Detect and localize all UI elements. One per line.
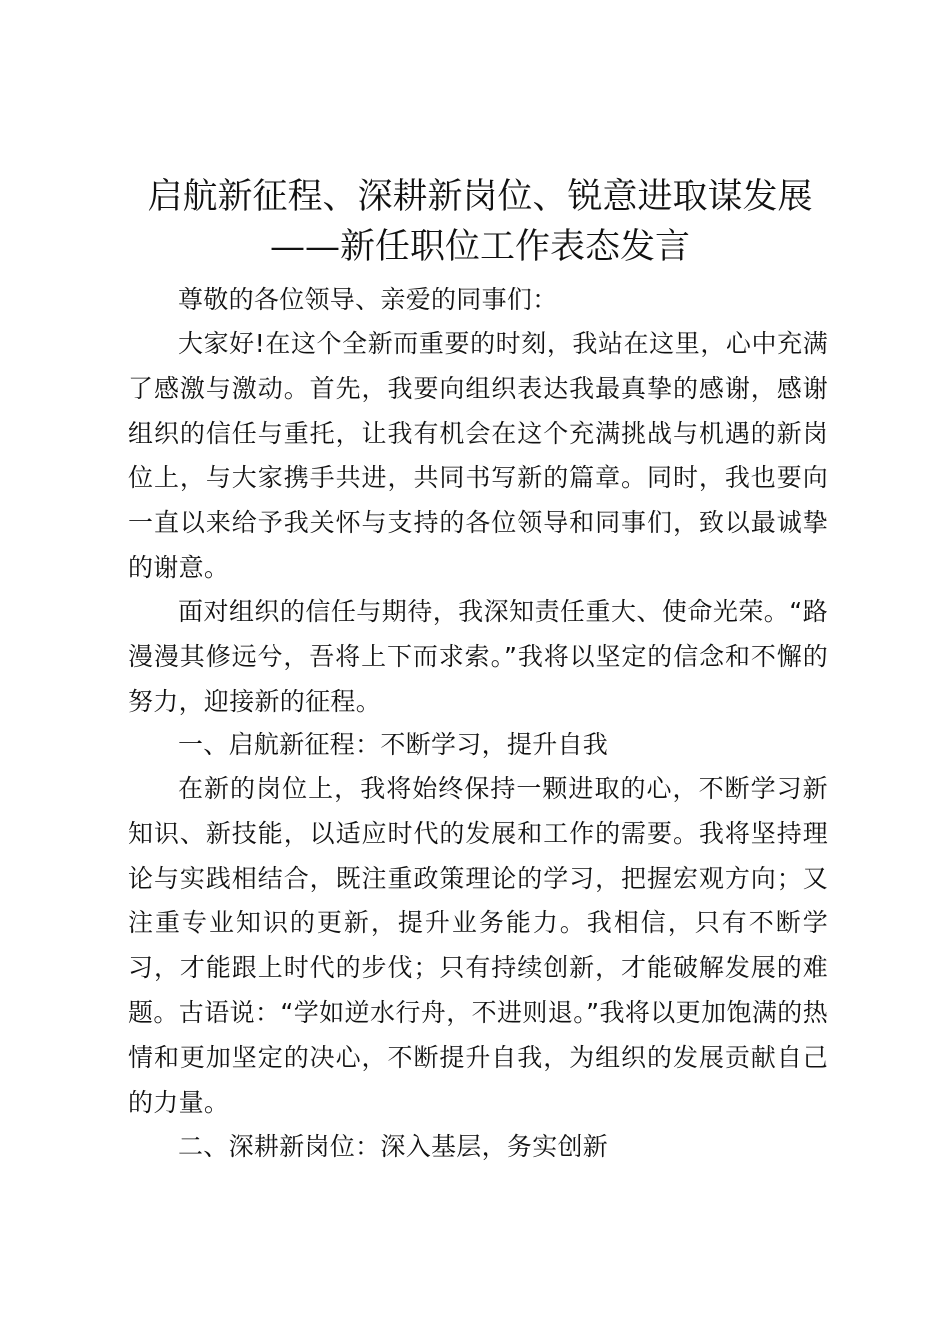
section-heading-1: 一、启航新征程：不断学习，提升自我: [178, 730, 609, 759]
paragraph-section-1: 在新的岗位上，我将始终保持一颗进取的心，不断学习新知识、新技能，以适应时代的发展和工作的需要。我将坚持理论与实践相结合，既注重政策理论的学习，把握宏观方向；又注重专业知识的更新，提升业务能力。我相信，只有不断学习，才能跟上时代的步伐；只有持续创新，才能破解发展的难题。古语说：“学如逆水行舟，不进则退。”我将以更加饱满的热情和更加坚定的决心，不断提升自我，为组织的发展贡献自己的力量。: [128, 774, 828, 1117]
document-subtitle: ——新任职位工作表态发言: [269, 227, 690, 267]
paragraph-commitment: 面对组织的信任与期待，我深知责任重大、使命光荣。“路漫漫其修远兮，吾将上下而求索。”我将以坚定的信念和不懈的努力，迎接新的征程。: [128, 597, 828, 716]
paragraph-opening: 大家好!在这个全新而重要的时刻，我站在这里，心中充满了感激与激动。首先，我要向组织表达我最真挚的感谢，感谢组织的信任与重托，让我有机会在这个充满挑战与机遇的新岗位上，与大家携手共进，共同书写新的篇章。同时，我也要向一直以来给予我关怀与支持的各位领导和同事们，致以最诚挚的谢意。: [128, 329, 828, 582]
document-title: 启航新征程、深耕新岗位、锐意进取谋发展: [147, 177, 813, 217]
salutation: 尊敬的各位领导、亲爱的同事们：: [178, 285, 558, 314]
section-heading-2: 二、深耕新岗位：深入基层，务实创新: [178, 1132, 609, 1161]
